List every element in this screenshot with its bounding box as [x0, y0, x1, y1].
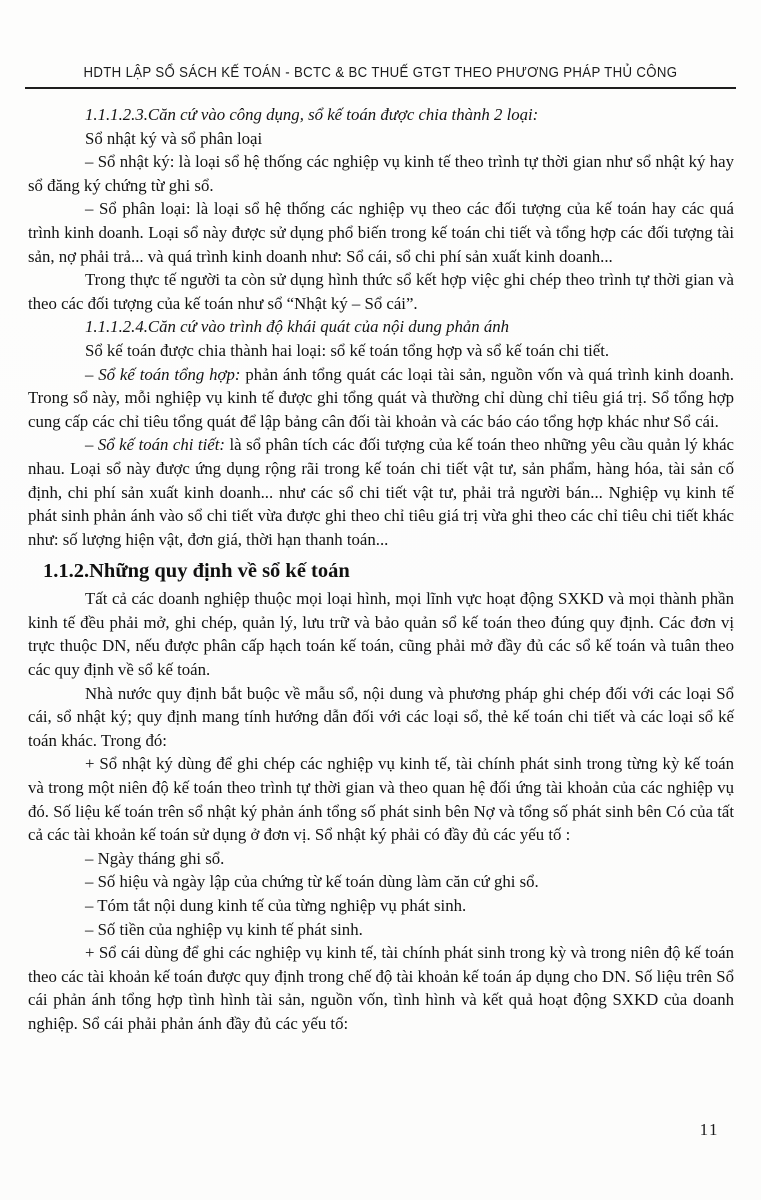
- paragraph: Tất cả các doanh nghiệp thuộc mọi loại hình, mọi lĩnh vực hoạt động SXKD và mọi thành phần kinh tế đều phải mở, ghi chép, quản lý, lưu trữ và bảo quản sổ kế toán theo đúng quy định. Các đơn vị trực thuộc DN, nếu được phân cấp hạch toán kế toán, cũng phải mở đầy đủ các sổ kế toán và tuân theo các quy định về sổ kế toán.: [28, 589, 734, 680]
- list-item: – Ngày tháng ghi sổ.: [85, 848, 225, 868]
- paragraph: – Sổ nhật ký: là loại sổ hệ thống các nghiệp vụ kinh tế theo trình tự thời gian như sổ nhật ký hay sổ đăng ký chứng từ ghi sổ.: [28, 152, 734, 195]
- paragraph: Nhà nước quy định bắt buộc về mẫu sổ, nội dung và phương pháp ghi chép đối với các loại Sổ cái, sổ nhật ký; quy định mang tính hướng dẫn đối với các loại sổ, thẻ kế toán chi tiết và các loại sổ kế toán khác. Trong đó:: [28, 683, 734, 750]
- paragraph-rest: là sổ phân tích các đối tượng của kế toán theo những yêu cầu quản lý khác nhau. Loại sổ này được ứng dụng rộng rãi trong kế toán chi tiết vật tư, sản phẩm, hàng hóa, tài sản cố định, chi phí sản xuất kinh doanh... như các sổ chi tiết vật tư, phải trả người bán... Nghiệp vụ kinh tế phát sinh phản ánh vào sổ chi tiết vừa được ghi theo chỉ tiêu giá trị vừa ghi theo các chỉ tiêu chi tiết khác như: số lượng hiện vật, đơn giá, thời hạn thanh toán...: [28, 435, 734, 549]
- list-item: – Số hiệu và ngày lập của chứng từ kế toán dùng làm căn cứ ghi sổ.: [85, 872, 539, 892]
- header-rule: [25, 87, 736, 89]
- section-heading-1-1-2: 1.1.2.Những quy định về sổ kế toán: [43, 560, 350, 583]
- subsection-heading-1-1-1-2-4: 1.1.1.2.4.Căn cứ vào trình độ khái quát của nội dung phản ánh: [85, 317, 509, 337]
- subsection-heading-1-1-1-2-3: 1.1.1.2.3.Căn cứ vào công dụng, sổ kế toán được chia thành 2 loại:: [85, 105, 539, 124]
- list-item: – Tóm tắt nội dung kinh tế của từng nghiệp vụ phát sinh.: [85, 896, 467, 915]
- paragraph: Trong thực tế người ta còn sử dụng hình thức sổ kết hợp việc ghi chép theo trình tự thời gian và theo các đối tượng của kế toán như sổ “Nhật ký – Sổ cái”.: [28, 270, 734, 313]
- paragraph: [28, 433, 734, 551]
- paragraph-lead-italic: – Sổ kế toán chi tiết:: [85, 435, 225, 455]
- paragraph: Sổ kế toán được chia thành hai loại: sổ kế toán tổng hợp và sổ kế toán chi tiết.: [85, 340, 610, 360]
- paragraph-rest: phản ánh tổng quát các loại tài sản, nguồn vốn và quá trình kinh doanh. Trong sổ này, mỗi nghiệp vụ kinh tế được ghi tổng quát và thường chỉ dùng chỉ tiêu giá trị. Sổ tổng hợp cung cấp các chỉ tiêu tổng quát để lập bảng cân đối tài khoản và các báo cáo tổng hợp khác như Sổ cái.: [28, 364, 735, 431]
- paragraph-lead-italic: – Sổ kế toán tổng hợp:: [85, 364, 241, 384]
- paragraph: [28, 363, 734, 434]
- paragraph: Sổ nhật ký và sổ phân loại: [85, 128, 263, 148]
- paragraph: – Sổ phân loại: là loại sổ hệ thống các nghiệp vụ theo các đối tượng của kế toán hay các quá trình kinh doanh. Loại sổ này được sử dụng phổ biến trong kế toán chi tiết và tổng hợp các đối tượng tài sản, nợ phải trả... và quá trình kinh doanh như: Sổ cái, sổ chi phí sản xuất kinh doanh...: [28, 199, 734, 266]
- page-number: 11: [699, 1120, 719, 1139]
- running-header-title: HDTH LẬP SỔ SÁCH KẾ TOÁN - BCTC & BC THUẾ GTGT THEO PHƯƠNG PHÁP THỦ CÔNG: [83, 64, 678, 81]
- page-body: [28, 103, 734, 1036]
- list-item: – Số tiền của nghiệp vụ kinh tế phát sinh.: [85, 919, 363, 939]
- paragraph: + Sổ nhật ký dùng để ghi chép các nghiệp vụ kinh tế, tài chính phát sinh trong từng kỳ kế toán và trong một niên độ kế toán theo trình tự thời gian và theo quan hệ đối ứng tài khoản của các nghiệp vụ đó. Số liệu kế toán trên sổ nhật ký phản ánh tổng số phát sinh bên Nợ và tổng số phát sinh bên Có của tất cả các tài khoản kế toán sử dụng ở đơn vị. Sổ nhật ký phải có đầy đủ các yếu tố :: [28, 754, 734, 845]
- running-header: [0, 0, 761, 82]
- paragraph: + Sổ cái dùng để ghi các nghiệp vụ kinh tế, tài chính phát sinh trong kỳ và trong niên độ kế toán theo các tài khoản kế toán được quy định trong chế độ tài khoản kế toán áp dụng cho DN. Số liệu trên Sổ cái phản ánh tổng hợp tình hình tài sản, nguồn vốn, tình hình và kết quả hoạt động SXKD của doanh nghiệp. Sổ cái phải phản ánh đầy đủ các yếu tố:: [28, 943, 734, 1033]
